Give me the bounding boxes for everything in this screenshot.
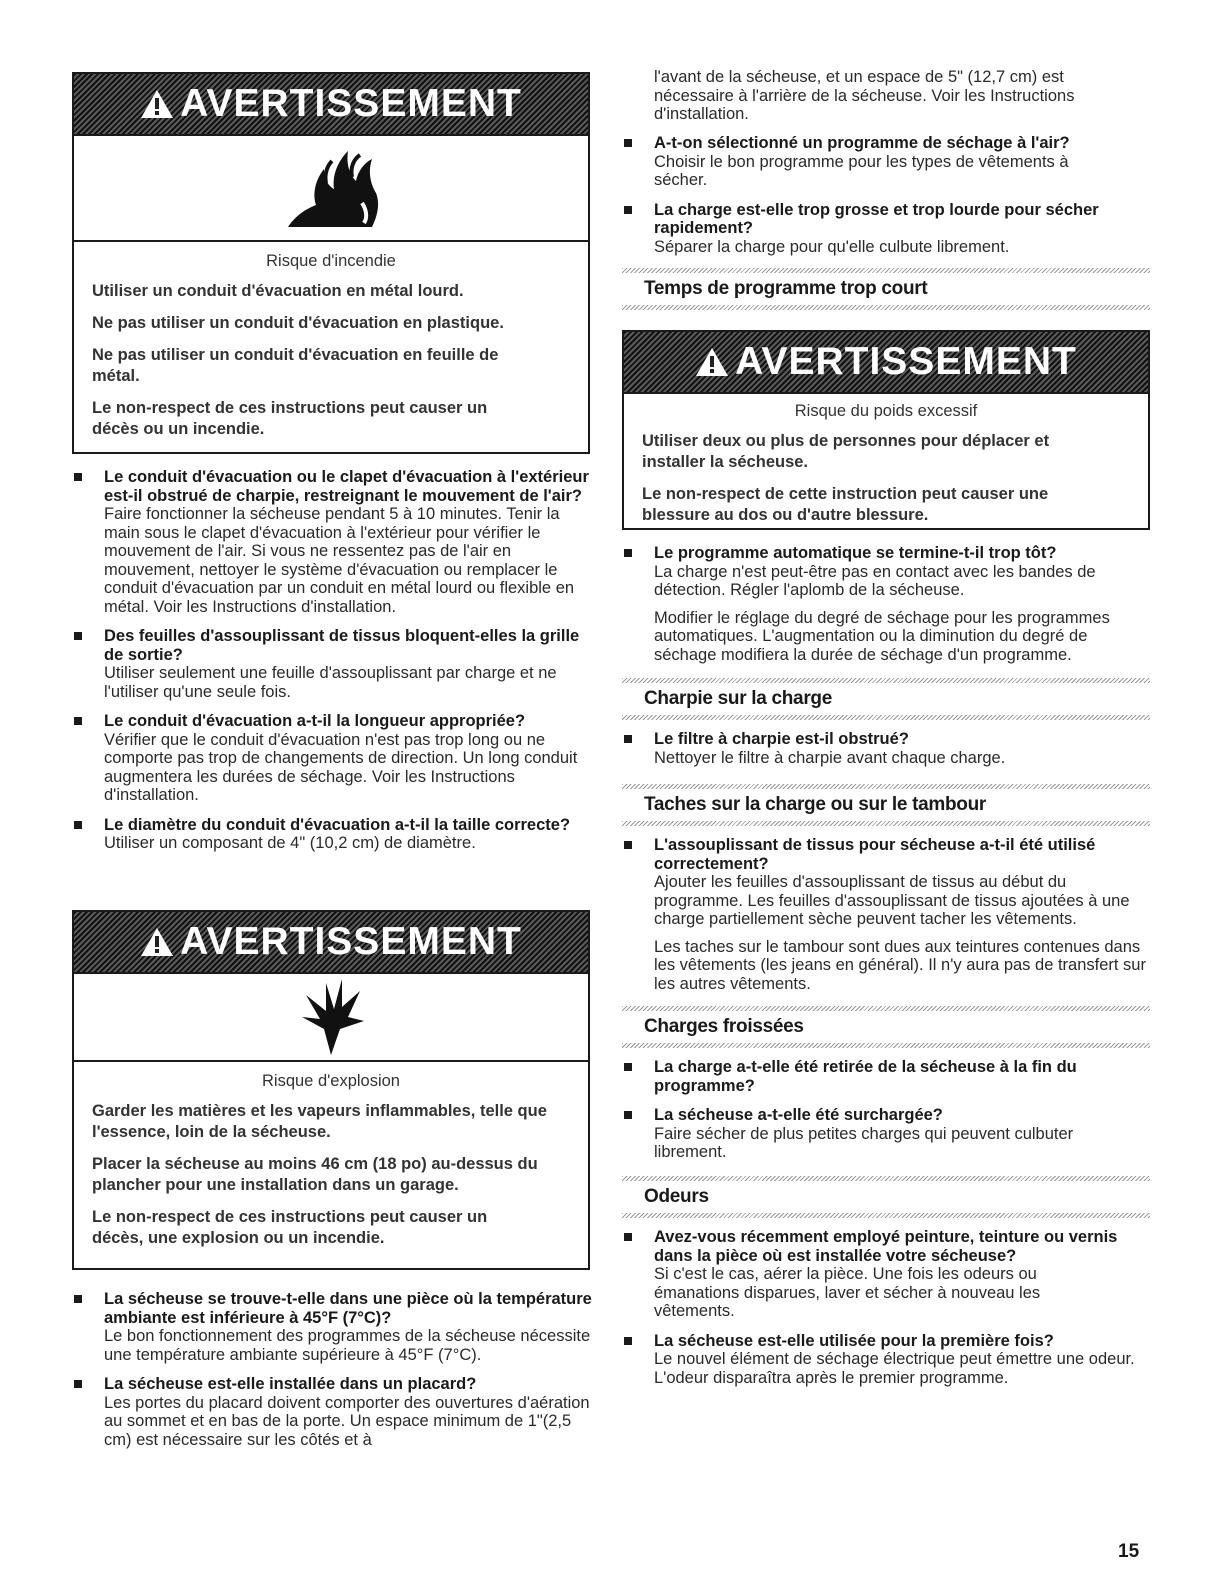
question: La sécheuse se trouve-t-elle dans une pièce où la température ambiante est inférieure à 45°F (7°C)? xyxy=(104,1290,592,1327)
explosion-icon-area xyxy=(74,974,588,1062)
hazard-label: Risque du poids excessif xyxy=(794,402,978,420)
section-title: Odeurs xyxy=(644,1186,709,1207)
bullet-icon xyxy=(624,549,632,557)
troubleshooting-list xyxy=(622,1058,1150,1173)
bullet-icon xyxy=(74,821,82,829)
section-title: Charges froissées xyxy=(644,1016,804,1037)
answer: Modifier le réglage du degré de séchage pour les programmes automatiques. L'augmentation ou la diminution du degré de séchage modifiera la durée de séchage d'un programme. xyxy=(654,608,1110,664)
explosion-icon xyxy=(296,977,366,1057)
answer: Faire sécher de plus petites charges qui peuvent culbuter librement. xyxy=(654,1124,1074,1161)
answer: Nettoyer le filtre à charpie avant chaque charge. xyxy=(654,748,1006,767)
warning-line: Ne pas utiliser un conduit d'évacuation en feuille de métal. xyxy=(92,346,499,385)
warning-title: AVERTISSEMENT xyxy=(180,920,522,963)
troubleshooting-list xyxy=(622,730,1150,778)
troubleshooting-list xyxy=(622,134,1150,267)
section-heading xyxy=(622,1176,1150,1218)
troubleshooting-list xyxy=(622,1228,1150,1398)
bullet-icon xyxy=(74,717,82,725)
list-item xyxy=(622,1058,1150,1095)
bullet-icon xyxy=(74,1295,82,1303)
list-item xyxy=(622,836,1150,993)
hazard-label: Risque d'explosion xyxy=(262,1072,400,1090)
question: La sécheuse est-elle installée dans un placard? xyxy=(104,1375,477,1393)
answer: La charge n'est peut-être pas en contact avec les bandes de détection. Régler l'aplomb de la sécheuse. xyxy=(654,562,1096,599)
section-heading xyxy=(622,784,1150,826)
warning-banner xyxy=(74,74,588,136)
answer: Le nouvel élément de séchage électrique peut émettre une odeur. L'odeur disparaîtra après le premier programme. xyxy=(654,1350,1135,1387)
warning-line: Le non-respect de cette instruction peut causer une blessure au dos ou d'autre blessure. xyxy=(642,485,1049,524)
warning-title: AVERTISSEMENT xyxy=(735,340,1077,383)
bullet-icon xyxy=(624,1233,632,1241)
list-item xyxy=(72,816,592,853)
troubleshooting-list xyxy=(72,1290,592,1460)
section-heading xyxy=(622,678,1150,720)
list-item xyxy=(622,544,1150,664)
list-item xyxy=(72,627,592,701)
bullet-icon xyxy=(624,735,632,743)
answer: Si c'est le cas, aérer la pièce. Une fois les odeurs ou émanations disparues, laver et sécher à nouveau les vêtements. xyxy=(654,1265,1041,1320)
warning-body xyxy=(74,1062,588,1263)
warning-box-fire xyxy=(72,72,590,454)
section-title: Charpie sur la charge xyxy=(644,688,832,709)
question: Avez-vous récemment employé peinture, teinture ou vernis dans la pièce où est installée votre sécheuse? xyxy=(654,1228,1118,1265)
section-title: Taches sur la charge ou sur le tambour xyxy=(644,794,986,815)
question: La charge a-t-elle été retirée de la sécheuse à la fin du programme? xyxy=(654,1058,1077,1095)
list-item xyxy=(72,712,592,805)
warning-banner xyxy=(624,332,1148,394)
warning-body xyxy=(624,394,1148,540)
warning-line: Utiliser deux ou plus de personnes pour déplacer et installer la sécheuse. xyxy=(642,432,1050,471)
answer: Utiliser un composant de 4" (10,2 cm) de diamètre. xyxy=(104,834,476,852)
question: Le filtre à charpie est-il obstrué? xyxy=(654,730,909,748)
page-number: 15 xyxy=(1118,1541,1140,1562)
list-item xyxy=(622,730,1150,767)
list-item xyxy=(72,1290,592,1364)
warning-banner xyxy=(74,912,588,974)
warning-line: Ne pas utiliser un conduit d'évacuation en plastique. xyxy=(92,314,504,332)
section-heading xyxy=(622,268,1150,310)
section-heading xyxy=(622,1006,1150,1048)
list-item xyxy=(622,1106,1150,1162)
bullet-icon xyxy=(624,1111,632,1119)
question: Le diamètre du conduit d'évacuation a-t-il la taille correcte? xyxy=(104,815,571,834)
list-item xyxy=(622,134,1150,190)
warning-body xyxy=(74,242,588,454)
list-item xyxy=(622,201,1150,257)
warning-title: AVERTISSEMENT xyxy=(180,82,522,125)
question: Le conduit d'évacuation ou le clapet d'évacuation à l'extérieur est-il obstrué de charpie, restreignant le mouvement de l'air? xyxy=(104,468,589,505)
question: La sécheuse est-elle utilisée pour la première fois? xyxy=(654,1331,1054,1350)
list-item xyxy=(622,1332,1150,1388)
list-item xyxy=(72,468,592,616)
answer: Le bon fonctionnement des programmes de la sécheuse nécessite une température ambiante supérieure à 45°F (7°C). xyxy=(104,1327,591,1364)
bullet-icon xyxy=(624,841,632,849)
fire-icon-area xyxy=(74,136,588,242)
answer: Choisir le bon programme pour les types de vêtements à sécher. xyxy=(654,152,1069,189)
troubleshooting-list xyxy=(622,836,1150,1004)
warning-line: Le non-respect de ces instructions peut causer un décès ou un incendie. xyxy=(92,399,488,438)
warning-line: Garder les matières et les vapeurs inflammables, telle que l'essence, loin de la sécheuse. xyxy=(92,1102,547,1141)
bullet-icon xyxy=(624,206,632,214)
answer: Séparer la charge pour qu'elle culbute librement. xyxy=(654,237,1010,256)
warning-triangle-icon xyxy=(140,89,174,119)
warning-line: Placer la sécheuse au moins 46 cm (18 po) au-dessus du plancher pour une installation dans un garage. xyxy=(92,1155,538,1194)
warning-line: Le non-respect de ces instructions peut causer un décès, une explosion ou un incendie. xyxy=(92,1208,488,1247)
question: Des feuilles d'assouplissant de tissus bloquent-elles la grille de sortie? xyxy=(104,627,580,664)
warning-box-weight xyxy=(622,330,1150,530)
question: L'assouplissant de tissus pour sécheuse a-t-il été utilisé correctement? xyxy=(654,836,1096,873)
answer: Vérifier que le conduit d'évacuation n'est pas trop long ou ne comporte pas trop de changements de direction. Un long conduit augmentera les durées de séchage. Voir les Instructions d'installation. xyxy=(104,730,578,804)
warning-triangle-icon xyxy=(695,347,729,377)
answer: Les taches sur le tambour sont dues aux teintures contenues dans les vêtements (les jeans en général). Il n'y aura pas de transfert sur les autres vêtements. xyxy=(654,937,1146,993)
warning-line: Utiliser un conduit d'évacuation en métal lourd. xyxy=(92,282,464,300)
question: La charge est-elle trop grosse et trop lourde pour sécher rapidement? xyxy=(654,200,1099,237)
warning-box-explosion xyxy=(72,910,590,1270)
answer: Ajouter les feuilles d'assouplissant de tissus au début du programme. Les feuilles d'assouplissant de tissus ajoutées à une charge partiellement sèche peuvent tacher les vêtements. xyxy=(654,873,1130,928)
hazard-label: Risque d'incendie xyxy=(266,252,396,270)
answer: Faire fonctionner la sécheuse pendant 5 à 10 minutes. Tenir la main sous le clapet d'évacuation à l'extérieur pour vérifier le mouvement de l'air. Si vous ne ressentez pas de l'air en mouvement, nettoyer le système d'évacuation ou remplacer le conduit d'évacuation par un conduit en métal lourd ou flexible en métal. Voir les Instructions d'installation. xyxy=(104,505,575,616)
bullet-icon xyxy=(624,1063,632,1071)
bullet-icon xyxy=(74,473,82,481)
bullet-icon xyxy=(74,632,82,640)
question: Le conduit d'évacuation a-t-il la longueur appropriée? xyxy=(104,712,526,730)
bullet-icon xyxy=(624,139,632,147)
answer: Utiliser seulement une feuille d'assouplissant par charge et ne l'utiliser qu'une seule fois. xyxy=(104,664,557,701)
troubleshooting-list xyxy=(72,468,592,864)
question: La sécheuse a-t-elle été surchargée? xyxy=(654,1106,943,1124)
continuation-text: l'avant de la sécheuse, et un espace de 5" (12,7 cm) est nécessaire à l'arrière de la sécheuse. Voir les Instructions d'installation. xyxy=(654,68,1075,123)
fire-icon xyxy=(276,143,386,233)
bullet-icon xyxy=(624,1337,632,1345)
question: A-t-on sélectionné un programme de séchage à l'air? xyxy=(654,134,1070,152)
list-item xyxy=(622,1228,1150,1321)
list-item xyxy=(72,1375,592,1449)
troubleshooting-list xyxy=(622,544,1150,675)
answer: Les portes du placard doivent comporter des ouvertures d'aération au sommet et en bas de la porte. Un espace minimum de 1"(2,5 cm) est nécessaire sur les côtés et à xyxy=(104,1393,590,1449)
bullet-icon xyxy=(74,1380,82,1388)
warning-triangle-icon xyxy=(140,927,174,957)
question: Le programme automatique se termine-t-il trop tôt? xyxy=(654,544,1057,562)
section-title: Temps de programme trop court xyxy=(644,278,928,299)
